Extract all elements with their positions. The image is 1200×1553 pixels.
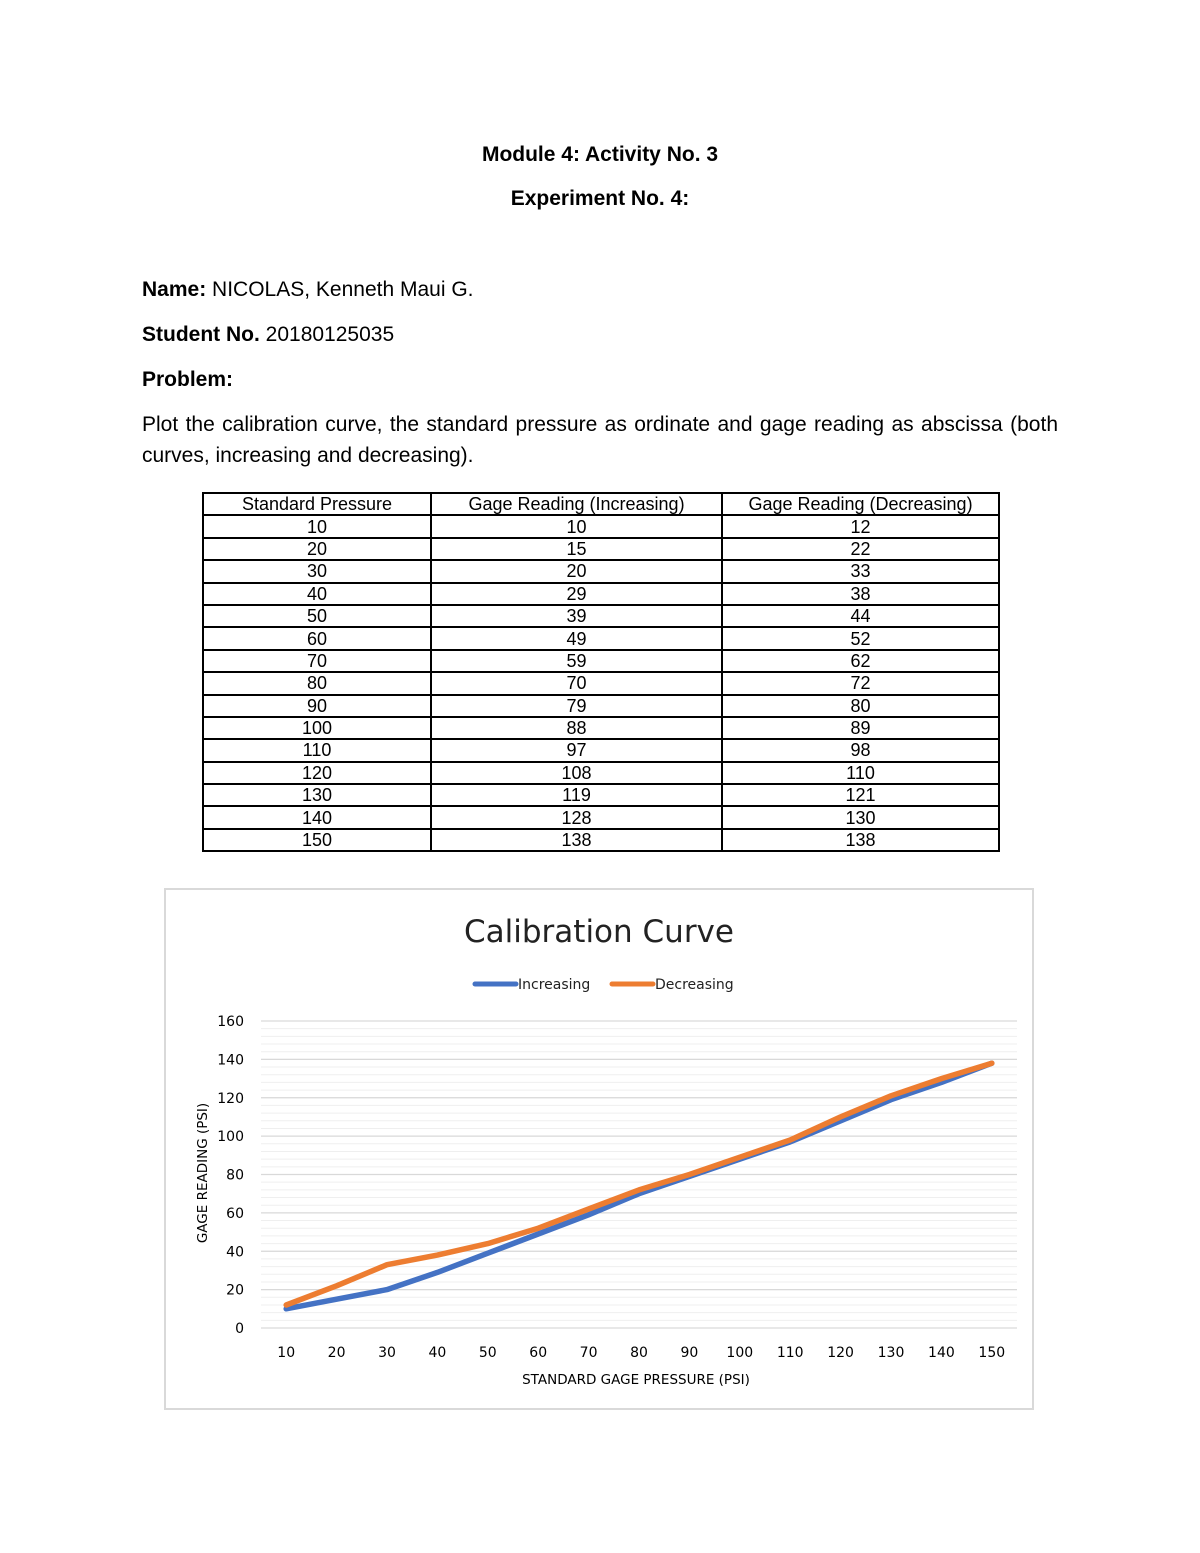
table-row	[203, 762, 999, 784]
problem-label: Problem:	[142, 368, 234, 391]
y-tick-label: 0	[235, 1321, 244, 1337]
table-row	[203, 560, 999, 582]
table-header-row	[203, 493, 999, 515]
header-gage-decreasing: Gage Reading (Decreasing)	[722, 493, 999, 515]
cell-gage-decreasing: 12	[722, 515, 999, 537]
cell-standard-pressure: 110	[203, 739, 431, 761]
cell-gage-decreasing: 22	[722, 538, 999, 560]
series-line-decreasing	[286, 1063, 992, 1305]
x-axis-label: STANDARD GAGE PRESSURE (PSI)	[522, 1372, 750, 1388]
x-tick-label: 140	[928, 1345, 955, 1361]
x-tick-label: 110	[776, 1345, 804, 1361]
cell-gage-decreasing: 52	[722, 627, 999, 649]
calibration-table	[202, 492, 1000, 852]
table-row	[203, 695, 999, 717]
cell-gage-decreasing: 44	[722, 605, 999, 627]
cell-gage-increasing: 88	[431, 717, 722, 739]
header-gage-increasing: Gage Reading (Increasing)	[431, 493, 722, 515]
y-tick-label: 120	[217, 1090, 244, 1107]
y-tick-label: 20	[226, 1282, 244, 1299]
problem-heading	[142, 368, 233, 392]
student-value: 20180125035	[259, 323, 395, 346]
cell-gage-increasing: 119	[431, 784, 722, 806]
cell-gage-decreasing: 62	[722, 650, 999, 672]
x-tick-label: 120	[827, 1345, 854, 1361]
cell-gage-decreasing: 138	[722, 829, 999, 851]
document-title: Module 4: Activity No. 3	[481, 143, 719, 166]
name-value: NICOLAS, Kenneth Maui G.	[206, 278, 474, 301]
cell-gage-decreasing: 130	[722, 806, 999, 828]
cell-gage-increasing: 49	[431, 627, 722, 649]
cell-standard-pressure: 130	[203, 784, 431, 806]
cell-standard-pressure: 20	[203, 538, 431, 560]
cell-standard-pressure: 50	[203, 605, 431, 627]
x-tick-label: 130	[877, 1345, 905, 1361]
x-tick-label: 90	[680, 1345, 699, 1361]
y-tick-label: 100	[217, 1129, 244, 1146]
x-tick-label: 80	[630, 1345, 648, 1361]
cell-gage-increasing: 97	[431, 739, 722, 761]
table-row	[203, 650, 999, 672]
cell-gage-increasing: 138	[431, 829, 722, 851]
cell-gage-decreasing: 80	[722, 695, 999, 717]
student-label: Student No.	[142, 323, 260, 346]
calibration-chart	[164, 888, 1034, 1410]
chart-svg	[166, 890, 1032, 1408]
x-tick-label: 70	[579, 1345, 598, 1361]
cell-standard-pressure: 100	[203, 717, 431, 739]
student-line	[142, 323, 394, 347]
x-tick-label: 60	[529, 1345, 548, 1361]
table-row	[203, 717, 999, 739]
table-row	[203, 583, 999, 605]
cell-standard-pressure: 80	[203, 672, 431, 694]
table-row	[203, 672, 999, 694]
cell-gage-increasing: 59	[431, 650, 722, 672]
cell-standard-pressure: 120	[203, 762, 431, 784]
y-axis-label: GAGE READING (PSI)	[195, 1102, 211, 1244]
cell-standard-pressure: 40	[203, 583, 431, 605]
table-row	[203, 806, 999, 828]
cell-gage-decreasing: 110	[722, 762, 999, 784]
cell-standard-pressure: 10	[203, 515, 431, 537]
cell-gage-increasing: 15	[431, 538, 722, 560]
cell-standard-pressure: 30	[203, 560, 431, 582]
y-tick-label: 80	[226, 1167, 244, 1184]
y-tick-label: 140	[217, 1052, 244, 1069]
cell-gage-increasing: 39	[431, 605, 722, 627]
problem-text: Plot the calibration curve, the standard pressure as ordinate and gage reading as abscissa (both curves, increasing and decreasing).	[142, 413, 1058, 467]
cell-standard-pressure: 70	[203, 650, 431, 672]
table-row	[203, 538, 999, 560]
y-tick-label: 60	[226, 1205, 244, 1222]
table-row	[203, 739, 999, 761]
cell-gage-decreasing: 98	[722, 739, 999, 761]
cell-gage-decreasing: 33	[722, 560, 999, 582]
cell-gage-increasing: 128	[431, 806, 722, 828]
cell-standard-pressure: 140	[203, 806, 431, 828]
x-tick-label: 50	[478, 1345, 497, 1361]
x-tick-label: 150	[978, 1345, 1006, 1361]
header-standard-pressure: Standard Pressure	[203, 493, 431, 515]
chart-title: Calibration Curve	[464, 914, 734, 950]
cell-gage-increasing: 10	[431, 515, 722, 537]
legend-label-decreasing: Decreasing	[655, 977, 734, 993]
cell-gage-increasing: 20	[431, 560, 722, 582]
table-row	[203, 515, 999, 537]
cell-standard-pressure: 150	[203, 829, 431, 851]
x-tick-label: 40	[428, 1345, 447, 1361]
legend-label-increasing: Increasing	[518, 977, 591, 993]
x-tick-label: 30	[378, 1345, 396, 1361]
cell-gage-decreasing: 89	[722, 717, 999, 739]
table-row	[203, 605, 999, 627]
name-line	[142, 278, 474, 302]
cell-gage-increasing: 70	[431, 672, 722, 694]
cell-standard-pressure: 90	[203, 695, 431, 717]
cell-gage-increasing: 29	[431, 583, 722, 605]
table-row	[203, 829, 999, 851]
name-label: Name:	[142, 278, 207, 301]
cell-gage-decreasing: 72	[722, 672, 999, 694]
y-tick-label: 40	[226, 1244, 244, 1261]
x-tick-label: 10	[277, 1345, 296, 1361]
cell-gage-decreasing: 38	[722, 583, 999, 605]
document-subtitle: Experiment No. 4:	[510, 187, 690, 210]
x-tick-label: 20	[327, 1345, 346, 1361]
cell-gage-increasing: 79	[431, 695, 722, 717]
cell-gage-increasing: 108	[431, 762, 722, 784]
table-row	[203, 627, 999, 649]
table-row	[203, 784, 999, 806]
y-tick-label: 160	[217, 1014, 244, 1030]
cell-gage-decreasing: 121	[722, 784, 999, 806]
cell-standard-pressure: 60	[203, 627, 431, 649]
x-tick-label: 100	[726, 1345, 754, 1361]
